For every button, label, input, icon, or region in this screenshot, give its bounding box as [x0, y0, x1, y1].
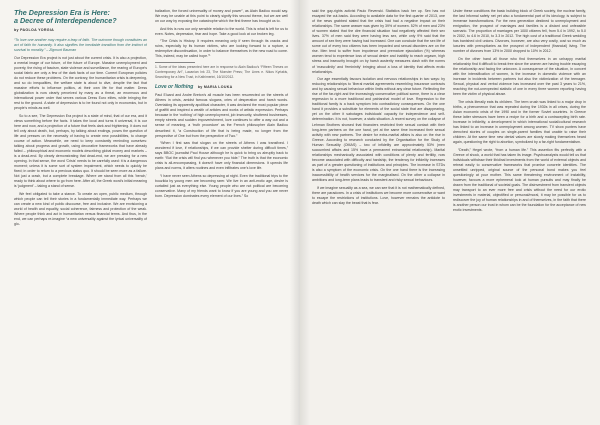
article-byline: by PAOLOA YORGIA — [14, 27, 55, 32]
article-title-line-2: a Decree of Interdependence? — [14, 16, 117, 26]
page-gutter-shadow — [300, 0, 310, 425]
epigraph-quote: “To love one another may require a leap of faith. The outcome though constitutes an act of faith for humanity. It also signifies the inevitable transition from the instinct of survival to morality.” – Zigmunt Bauman — [14, 37, 147, 52]
section-title: Love or Nothing — [155, 84, 194, 91]
body-paragraph: “When I first saw that slogan on the streets of Athens I was transfixed. I wondered if love, if relationships, if we can provide shelter during difficult times,” says BBOC journalist Paul House although he is quick to bring us abruptly back to earth: “But the crisis will find you whenever you hide.” The truth is that the economic crisis is all-encompassing, it doesn't have only financial dimensions. It upends life plans and norms, it alters routines and even infiltrates one's love life. — [155, 141, 288, 171]
page-gutter-shadow — [290, 0, 300, 425]
section-heading — [155, 84, 288, 90]
right-page-column-2 — [453, 9, 586, 419]
footnote: 1. Some of the ideas presented here are in response to Alain Badiou's “Fifteen Theses on Contemporary Art”, Lacanian Ink 23, The Monster Press; The Lines e. Nikos Kyriakis, Searching for a New Trust, in Kathimerini, 16/10/2012. — [155, 65, 288, 79]
body-paragraph: Our age essentially favours isolation and nervous relationships in two ways: by reducing relationships to 'liberal martial agreements resembling insurance contracts and by causing sexual behaviour within limits without any clear future. Reflecting the rise of the far-right and the increasingly conservative political scene, there is a clear regression to a more traditional and patriarchal model of love. Regression to the traditional family is a back symptom into contradictory consequences. On the one hand it provides a substitute for elements of the social state that are disappearing, yet on the other it sabotages individuals' capacity for independence and self-determination. It is not, however, a static situation. A recent survey on the collapse of Lehman Brothers showed that financiers restricted their sexual contact with their long-term partners on the one hand, yet at the same time increased their sexual activity with new partners. The desire for extra-marital affairs is also on the rise in Greece. According to research conducted by the Organisation for the Study of Human Sexuality (OMAS) – two of infidelity are approximately 53% (men succumbed affairs and 15% have a permanent extramarital relationship). Marital relationships mechanically associated with conditions of plenty and fertility, now become associated with difficulty and hardship, the tendency for infidelity increases as part of a greater questioning of institutions and principles. The increase in STDs is also a symptom of the economic crisis. On the one hand there is the increasing inaccessibility of health services for the marginalised. On the other a collapse in ambitions and long-term plans leads to transient and risky sexual behaviours. — [312, 77, 445, 183]
body-paragraph: Our Depression Era project is not just about the current crisis. It is also a projection, a mental image of our future, of the future of Europe. Massive unemployment and poverty, the rising of fascism, state violence and surveillance, the rearing of Europe's social fabric are only a few of the dark facts of our time. Current European policies do not reduce these problems. On the contrary, the humanitarian crisis is deepening, and so do inequalities, the welfare state is about to dive, despite the fact that massive efforts to influence politics, at their own life for that matter. Dress globalization is now clearly perceived by many as a threat, an enormous and international power order that serves various Dress Euro elites, while bringing the rest to the ground. A state of depression is to be found not only in economics, but in people's minds as well. — [14, 55, 147, 110]
left-page-column-1 — [14, 9, 147, 419]
right-page-column-1 — [312, 9, 445, 419]
body-paragraph: The crisis literally eats its children. The term crush was linked to a major drop in births, a phenomenon that was repeated during the 1930s in all crises, during the Asian economic crisis of the 1990 and in the former Soviet countries. In Greece these latter stressors have been a recipe for a birth and a contracepting birth rate. Increase in infidelity, a development in which international social/cultural research has linked to an increase in unemployment among women. TV show punters have drenched stories of couples on single-parent families that unable to raise their children. At the same time new dental values are slowly making themselves heard again, questioning the right to abortion, symbolized by a far-right fundamentalism. — [453, 99, 586, 145]
body-paragraph: balization, the forced universality of money and power”, as Alain Badiou would say. We may be unable at this point to clearly signify this second theme, but we are well on our way by exposing the catastrophe which the first theme has brought us to. — [155, 9, 288, 24]
article-title-line-1: The Depression Era is Here: — [14, 9, 110, 17]
body-paragraph: Paul Eluard and Andre Breton's all muscle has been resurrected on the streets of Athens in crisis, amidst famous slogans, cries of desperation and harsh words. Overtaking its apparently apolitical character, it was declared the most popular piece of graffiti and inspired a wealth of articles and works of artistic expression. Perhaps because in the ‘nothing’ of high unemployment, job insecurity, shuttered businesses, empty streets and sudden impoverishment, love continues to offer a way out and a sense of meaning, a ‘truth procedure’ as the French philosopher Alain Badiou described it, “a Construction of life that is being made, no longer from the perspective of One but from the perspective of Two.” — [155, 93, 288, 138]
body-paragraph: If we imagine sexuality as a sea, we can see that it is not mathematically defined, there are paradoxes. In a crisis of institutions we become more conservative or want to escape the restrictions of institutions. Love, however remains the antidote to death which can slay the beast that is fear. — [312, 185, 445, 205]
body-paragraph: “Death,” Hegel wrote, “from a human life.” This assertion fits perfectly with a Greece of shock, a world that has taken its image. Psychoanalysts would tell us that individuals withdraw their libidinal investments from the world of external objects and retreat easily to conservative frameworks that promise concrete identities. The unsettled unripped, original source of the personal bond makes you feel questioningly at your mother. This same threatening environment of instability, however, favours a more ephemeral look at human pursuits and may finally be drawn from the traditional of societal goals. The disinvestment from transient objects may transport to an ever more free and crisis without the need for our erotic investments in material, objectified or personal/moral, it may be possible for us to rediscover the joy of human relationships in and of themselves, in the faith that there is another person our trust in whom can be the foundation for the acceptance of new erotic investments. — [453, 147, 586, 213]
right-page — [300, 0, 600, 425]
body-paragraph: Under these conditions the basic building block of Greek society, the nuclear family, the last informal safety net yet also a fundamental part of its ideology, is subject to immense transformations. For the new generation destined to unemployment and emigration, the prospect of marriages and families is a distant and unfeasible scenario. The proportion of marriages per 1000 citizens fell, from 5.4 in 1992, to 5.0 in 2002, to 4.6 in 2010, to 3.3 in 2012. The high cost of a traditional Greek wedding has banished civil unions. Divorces, however, are also very costly, cost so much as luxuries with prenuptiaries as the prospect of independent (financial) living. The number of divorces from 13% in 2000 dropped to 10% in 2012. — [453, 9, 586, 54]
body-paragraph: “The Crisis is History. It requires meaning only if seen through its cracks and ruins, especially by its human victims, who are looking forward to a rupture, a redemptive discontinuation, in order to balance themselves in the new road to come. This, indeed, may be called hope.”¹ — [155, 39, 288, 59]
body-paragraph: “I have never seen Athens so depressing at night. Even the traditional trips to the bouzikia by young men are becoming rarer. We live in an anti-erotic age, desire is curtailed just as everything else. Young people who are not political are becoming conservative. Many of my friends want to know if you are young and you are never born. Depression dominates every element of our lives.” So — [155, 173, 288, 199]
article-title — [14, 9, 147, 26]
body-paragraph: We feel obligated to take a stance. To create an open, public medium, through which people can tell their stories in a fundamentally immediate way. Perhaps we can create a new kind of public discourse, free and inclusive. We are envisioning a world of health and equality, social coherence, fairness and protection of the weak. Where people think and act in humanitarian versus financial terms. And thus, in the end, we can perhaps re-imagine “a new universality against the lyrical universality of glo- — [14, 191, 147, 226]
body-paragraph: said the gay-rights activist Paulo Revenski. Statistics back her up. Sex has not escaped the cut-backs. According to available data for the first quarter of 2013, one of the news grabbed stated that the crisis had had a negative impact on their relationships. The same answer was given by 39% of women. 52% of men and 23% of women stated that the dire financial situation had negatively affected their sex lives. 37% of men said they were having less sex, while only 9% said that the amount of sex they were having had increased. One can conclude that the sex life of some out of every two citizens has been impacted and sexual disorders are on the rise. Men tend to suffer from impotence and premature ejaculation (%) whereas women tend to experience loss of sexual desire and inability to reach orgasm, high stress and insecurity brought on by harsh austerity measures clash with the norms of 'masculinity' and 'femininity' bringing about a loss of identity that affects erotic relationships. — [312, 9, 445, 74]
body-paragraph: And this is now our only sensible relation to the world. This is what is left for us to even. Notes, depression, fear and hope. Take a good look at our broken leg. — [155, 26, 288, 36]
footnote-divider — [155, 62, 195, 63]
body-paragraph: So to a see, The Depression Era project is a state of mind, that of our era, and it views something before the facts. It takes the local and turns it universal, it is our here and now, and a projection of a future that feels dark and frightening. It does not tell only about death, but, perhaps, by talking about endings, poses the question of life and presses on the necessity of having to create new possibilities, to change course of action. Meanwhile, we need to keep constantly reminding ourselves: talking about progress and growth, using decorative frameworks that have already failed – philosophical and economic models describing global money and markets – is a dead-end. By clearly demonstrating that dead-end, we are pressing for a new opening. In that sense, the word 'Crisis' needs to be carefully used: it is a dangerous moment; unless it is some sort of system impairment, which needs to quickly be fixed; in order to return to a previous status quo. It should be seen more as a failure. Not just a crash, but a complete breakage. Where we stand from all this 'bench,' ready to think about where to go from here. After all, the Greek word's initial meaning is ‘judgment’ – taking a stand of sense. — [14, 113, 147, 189]
section-byline: by MARIA LOUKA — [197, 85, 233, 90]
body-paragraph: On the other hand all those who find themselves in an unhappy marital relationship find it difficult to break free since the women are having trouble escaping the relationship and facing the unknown. A consequence of the situation, in concert with the intensification of women, is the increase in domestic violence with an increase in incidents between partners but also the victimization of the teenager. Sexual, physical and verbal violence has increased over the past 3 years to 21%, reaching the not-unexpected statistic of one in every three women reporting having been the victim of physical abuse. — [453, 56, 586, 97]
left-page-column-2 — [155, 9, 288, 419]
